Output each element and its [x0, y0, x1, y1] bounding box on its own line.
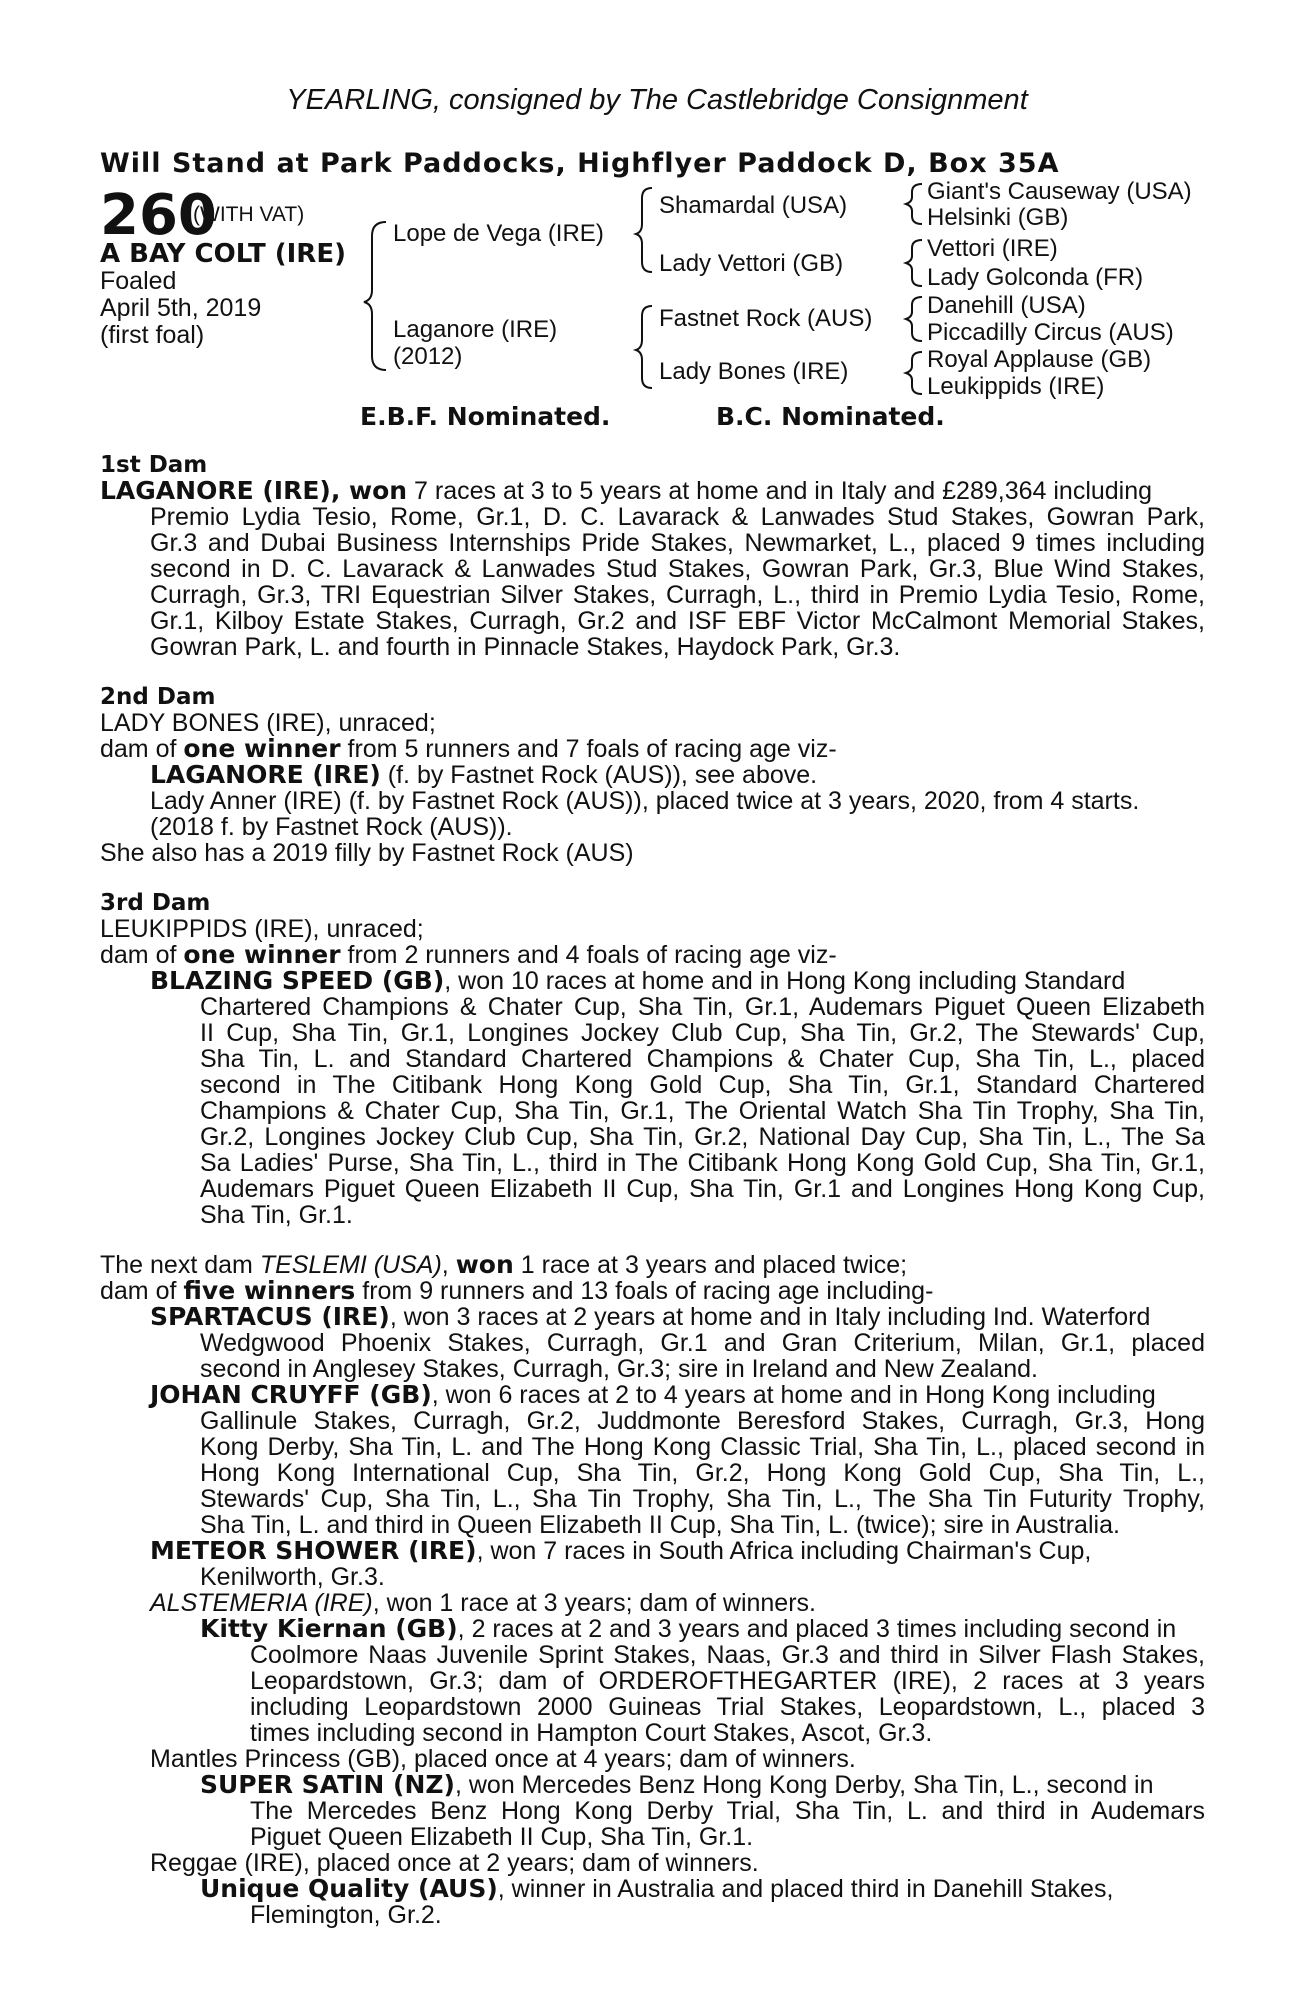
lot-title: A BAY COLT (IRE): [100, 239, 346, 269]
bc-nomination: B.C. Nominated.: [716, 402, 945, 431]
reggae-line: Reggae (IRE), placed once at 2 years; dam of winners.: [150, 1849, 759, 1877]
blazing-speed-line-3: II Cup, Sha Tin, Gr.1, Longines Jockey Club Cup, Sha Tin, Gr.2, The Stewards' Cup,: [200, 1019, 1205, 1047]
next-dam-line-1: The next dam TESLEMI (USA), won 1 race at 3 years and placed twice;: [100, 1250, 908, 1279]
super-satin-line-3: Piguet Queen Elizabeth II Cup, Sha Tin, Gr.1.: [250, 1823, 754, 1851]
johan-line-4: Hong Kong International Cup, Sha Tin, Gr.2, Hong Kong Gold Cup, Sha Tin, L.,: [200, 1459, 1205, 1487]
first-dam-line-2: Premio Lydia Tesio, Rome, Gr.1, D. C. Lavarack & Lanwades Stud Stakes, Gowran Park,: [150, 503, 1205, 531]
blazing-speed-line-5: second in The Citibank Hong Kong Gold Cup, Sha Tin, Gr.1, Standard Chartered: [200, 1071, 1205, 1099]
first-dam-line-7: Gowran Park, L. and fourth in Pinnacle Stakes, Haydock Park, Gr.3.: [150, 633, 901, 661]
second-dam-line-1: LADY BONES (IRE), unraced;: [100, 709, 436, 737]
johan-line-1: JOHAN CRUYFF (GB), won 6 races at 2 to 4 years at home and in Hong Kong including: [150, 1380, 1156, 1409]
blazing-speed-line-2: Chartered Champions & Chater Cup, Sha Tin, Gr.1, Audemars Piguet Queen Elizabeth: [200, 993, 1205, 1021]
johan-line-2: Gallinule Stakes, Curragh, Gr.2, Juddmonte Beresford Stakes, Curragh, Gr.3, Hong: [200, 1407, 1205, 1435]
alstemeria-line: ALSTEMERIA (IRE), won 1 race at 3 years; dam of winners.: [150, 1589, 816, 1617]
third-dam-line-1: LEUKIPPIDS (IRE), unraced;: [100, 915, 424, 943]
first-dam-line-4: second in D. C. Lavarack & Lanwades Stud Stakes, Gowran Park, Gr.3, Blue Wind Stakes,: [150, 555, 1205, 583]
granddam-2: Lady Bones (IRE): [659, 358, 849, 385]
third-dam-heading: 3rd Dam: [100, 890, 211, 916]
kitty-line-1: Kitty Kiernan (GB), 2 races at 2 and 3 years and placed 3 times including second in: [200, 1614, 1177, 1643]
ancestor-2: Helsinki (GB): [927, 204, 1069, 231]
unique-line-1: Unique Quality (AUS), winner in Australia and placed third in Danehill Stakes,: [200, 1874, 1114, 1903]
grandsire-1: Shamardal (USA): [659, 192, 848, 219]
unique-line-2: Flemington, Gr.2.: [250, 1901, 442, 1929]
foal-note: (first foal): [100, 321, 205, 349]
sire-name: Lope de Vega (IRE): [393, 220, 604, 247]
blazing-speed-line-1: BLAZING SPEED (GB), won 10 races at home and in Hong Kong including Standard: [150, 966, 1126, 995]
grandsire-2: Fastnet Rock (AUS): [659, 305, 873, 332]
johan-line-5: Stewards' Cup, Sha Tin, L., Sha Tin Trophy, Sha Tin, L., The Sha Tin Futurity Trophy,: [200, 1485, 1205, 1513]
first-dam-line-6: Gr.1, Kilboy Estate Stakes, Curragh, Gr.2 and ISF EBF Victor McCalmont Memorial Stakes,: [150, 607, 1205, 635]
third-dam-line-2: dam of one winner from 2 runners and 4 foals of racing age viz-: [100, 940, 837, 969]
first-dam-heading: 1st Dam: [100, 452, 208, 478]
blazing-speed-line-7: Gr.2, Longines Jockey Club Cup, Sha Tin, Gr.2, National Day Cup, Sha Tin, L., The Sa: [200, 1123, 1205, 1151]
next-dam-line-2: dam of five winners from 9 runners and 13 foals of racing age including-: [100, 1276, 934, 1305]
spartacus-line-1: SPARTACUS (IRE), won 3 races at 2 years at home and in Italy including Ind. Waterford: [150, 1302, 1151, 1331]
mantles-line: Mantles Princess (GB), placed once at 4 years; dam of winners.: [150, 1745, 856, 1773]
second-dam-line-3: LAGANORE (IRE) (f. by Fastnet Rock (AUS)), see above.: [150, 760, 818, 789]
second-dam-line-4: Lady Anner (IRE) (f. by Fastnet Rock (AUS)), placed twice at 3 years, 2020, from 4 starts.: [150, 787, 1140, 815]
second-dam-line-2: dam of one winner from 5 runners and 7 foals of racing age viz-: [100, 734, 837, 763]
second-dam-heading: 2nd Dam: [100, 684, 216, 710]
meteor-line-2: Kenilworth, Gr.3.: [200, 1563, 385, 1591]
header-title: YEARLING, consigned by The Castlebridge Consignment: [286, 84, 1028, 116]
first-dam-name: LAGANORE (IRE), won: [100, 476, 408, 505]
ebf-nomination: E.B.F. Nominated.: [360, 402, 611, 431]
kitty-line-5: times including second in Hampton Court Stakes, Ascot, Gr.3.: [250, 1719, 933, 1747]
blazing-speed-line-10: Sha Tin, Gr.1.: [200, 1201, 353, 1229]
granddam-1: Lady Vettori (GB): [659, 250, 844, 277]
ancestor-6: Piccadilly Circus (AUS): [927, 319, 1174, 346]
second-dam-line-6: She also has a 2019 filly by Fastnet Rock (AUS): [100, 839, 634, 867]
ancestor-1: Giant's Causeway (USA): [927, 178, 1192, 205]
blazing-speed-line-6: Champions & Chater Cup, Sha Tin, Gr.1, The Oriental Watch Sha Tin Trophy, Sha Tin,: [200, 1097, 1205, 1125]
kitty-line-2: Coolmore Naas Juvenile Sprint Stakes, Naas, Gr.3 and third in Silver Flash Stakes,: [250, 1641, 1205, 1669]
lot-number: 260: [100, 183, 217, 248]
dam-name: Laganore (IRE): [393, 316, 558, 343]
meteor-line-1: METEOR SHOWER (IRE), won 7 races in South Africa including Chairman's Cup,: [150, 1536, 1092, 1565]
blazing-speed-line-9: Audemars Piguet Queen Elizabeth II Cup, Sha Tin, Gr.1 and Longines Hong Kong Cup,: [200, 1175, 1205, 1203]
vat-note: (WITH VAT): [193, 203, 305, 226]
kitty-line-4: including Leopardstown 2000 Guineas Trial Stakes, Leopardstown, L., placed 3: [250, 1693, 1205, 1721]
ancestor-4: Lady Golconda (FR): [927, 264, 1144, 291]
johan-line-6: Sha Tin, L. and third in Queen Elizabeth II Cup, Sha Tin, L. (twice); sire in Australia.: [200, 1511, 1120, 1539]
first-dam-line-1: LAGANORE (IRE), won 7 races at 3 to 5 years at home and in Italy and £289,364 including: [100, 476, 1153, 505]
ancestor-7: Royal Applause (GB): [927, 346, 1152, 373]
first-dam-line-3: Gr.3 and Dubai Business Internships Pride Stakes, Newmarket, L., placed 9 times including: [150, 529, 1205, 557]
spartacus-line-2: Wedgwood Phoenix Stakes, Curragh, Gr.1 and Gran Criterium, Milan, Gr.1, placed: [200, 1329, 1205, 1357]
stand-location: Will Stand at Park Paddocks, Highflyer Paddock D, Box 35A: [100, 148, 1060, 179]
spartacus-line-3: second in Anglesey Stakes, Curragh, Gr.3; sire in Ireland and New Zealand.: [200, 1355, 1038, 1383]
ancestor-5: Danehill (USA): [927, 292, 1086, 319]
foaled-date: April 5th, 2019: [100, 294, 262, 322]
kitty-line-3: Leopardstown, Gr.3; dam of ORDEROFTHEGARTER (IRE), 2 races at 3 years: [250, 1667, 1205, 1695]
ancestor-3: Vettori (IRE): [927, 235, 1058, 262]
super-satin-line-1: SUPER SATIN (NZ), won Mercedes Benz Hong Kong Derby, Sha Tin, L., second in: [200, 1770, 1154, 1799]
blazing-speed-line-4: Sha Tin, L. and Standard Chartered Champions & Chater Cup, Sha Tin, L., placed: [200, 1045, 1205, 1073]
foaled-label: Foaled: [100, 267, 177, 295]
blazing-speed-line-8: Sa Ladies' Purse, Sha Tin, L., third in The Citibank Hong Kong Gold Cup, Sha Tin, Gr.1,: [200, 1149, 1205, 1177]
super-satin-line-2: The Mercedes Benz Hong Kong Derby Trial, Sha Tin, L. and third in Audemars: [250, 1797, 1205, 1825]
ancestor-8: Leukippids (IRE): [927, 373, 1105, 400]
first-dam-line-5: Curragh, Gr.3, TRI Equestrian Silver Stakes, Curragh, L., third in Premio Lydia Tesio, Rome,: [150, 581, 1205, 609]
second-dam-line-5: (2018 f. by Fastnet Rock (AUS)).: [150, 813, 513, 841]
johan-line-3: Kong Derby, Sha Tin, L. and The Hong Kong Classic Trial, Sha Tin, L., placed second in: [200, 1433, 1205, 1461]
dam-year: (2012): [393, 343, 463, 370]
